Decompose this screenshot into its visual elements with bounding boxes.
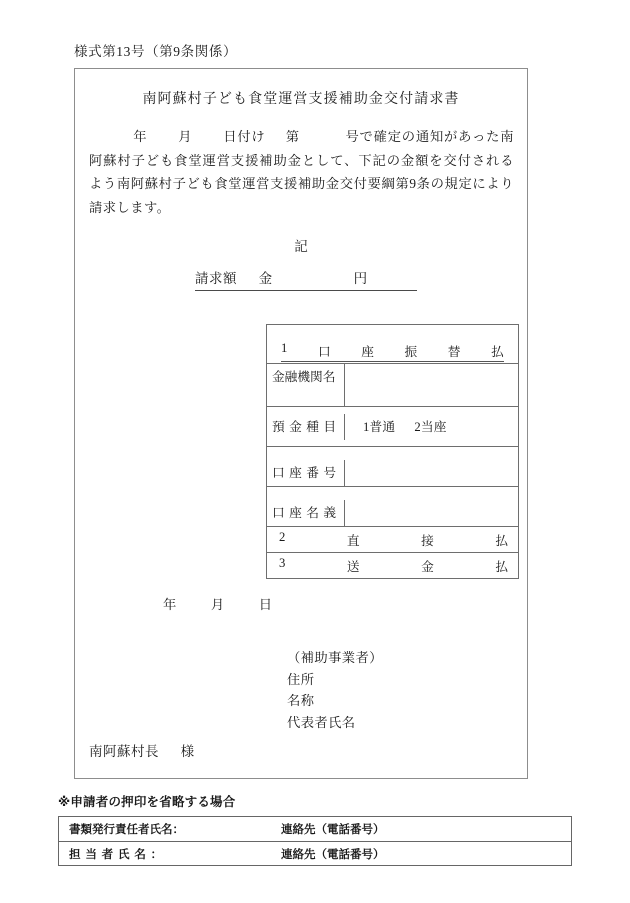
issuer-contact-label[interactable]: 連絡先（電話番号） [281,822,385,836]
date-month-label: 月 [210,597,225,612]
applicant-block [287,647,383,733]
footer-contact-table [58,816,572,866]
body-dai-label: 第 [285,129,300,144]
date-year-label: 年 [163,597,177,612]
document-title: 南阿蘇村子ども食堂運営支援補助金交付請求書 [142,92,460,107]
method-3-char-1: 金 [421,560,434,574]
method-1-char-2: 振 [404,345,418,359]
addressee-title: 南阿蘇村長 [89,744,159,759]
body-line2: 蘇村子ども食堂運営支援補助金として、下記の金額を交付されるよう [89,152,514,191]
applicant-address-label[interactable]: 住所 [287,671,315,687]
method-1-number: 1 [281,341,288,355]
deposit-type-label: 預金種目 [267,414,345,440]
account-holder-value[interactable] [345,518,518,526]
form-content-box [74,68,528,779]
body-line4: 求します。 [102,199,171,215]
claim-amount-line [195,267,417,291]
account-holder-label: 口座名義 [267,500,345,526]
applicant-heading: （補助事業者） [287,650,383,665]
submission-date-line[interactable] [163,594,272,613]
footer-note: ※申請者の押印を省略する場合 [58,794,236,809]
method-1-char-1: 座 [361,345,375,359]
footer-row-staff [59,841,571,865]
body-line1-tail: 号で確定の通知があった南阿 [89,129,515,168]
deposit-type-options[interactable] [345,414,518,440]
account-number-label: 口座番号 [267,460,345,486]
method-2-char-0: 直 [346,534,360,548]
account-holder-row [267,486,518,526]
payment-method-1-row[interactable] [267,325,518,363]
body-year-label: 年 [132,129,148,144]
body-day-label: 日付け [222,129,266,144]
account-number-row [267,446,518,486]
method-1-char-0: 口 [317,345,331,359]
currency-suffix: 円 [353,271,368,286]
method-1-char-3: 替 [447,345,461,359]
method-3-char-2: 払 [495,560,508,574]
bank-name-label: 金融機関名 [267,364,345,406]
ki-mark: 記 [294,239,308,254]
bank-name-row [267,363,518,406]
body-paragraph [89,125,514,219]
deposit-option-futsu[interactable]: 1普通 [363,419,396,434]
staff-contact-label[interactable]: 連絡先（電話番号） [281,846,385,861]
issuer-name-label[interactable]: 書類発行責任者氏名： [69,822,184,836]
payment-method-table [266,324,519,579]
account-number-value[interactable] [345,478,518,486]
method-2-number: 2 [279,530,286,544]
method-3-number: 3 [279,556,286,570]
currency-prefix: 金 [258,271,273,286]
deposit-option-toza[interactable]: 2当座 [414,419,447,434]
addressee-line [89,740,195,760]
claim-amount-label: 請求額 [195,271,237,286]
applicant-name-label[interactable]: 名称 [287,693,315,708]
body-line3: 南阿蘇村子ども食堂運営支援補助金交付要綱第9条の規定により請 [89,176,514,215]
footer-row-issuer [59,817,571,841]
method-2-char-1: 接 [421,534,434,548]
bank-name-value[interactable] [345,364,518,406]
payment-method-2-row[interactable] [267,526,518,552]
form-number-label: 様式第13号（第9条関係） [74,44,238,59]
payment-method-3-row[interactable] [267,552,518,578]
date-day-label: 日 [258,597,273,612]
deposit-type-row [267,406,518,446]
body-month-label: 月 [177,129,193,144]
method-2-char-2: 払 [495,534,508,548]
addressee-honorific: 様 [180,744,195,759]
method-3-char-0: 送 [346,560,360,574]
applicant-representative-label[interactable]: 代表者氏名 [287,714,356,730]
staff-name-label[interactable]: 担当者氏名： [69,846,167,861]
method-1-char-4: 払 [491,345,504,359]
